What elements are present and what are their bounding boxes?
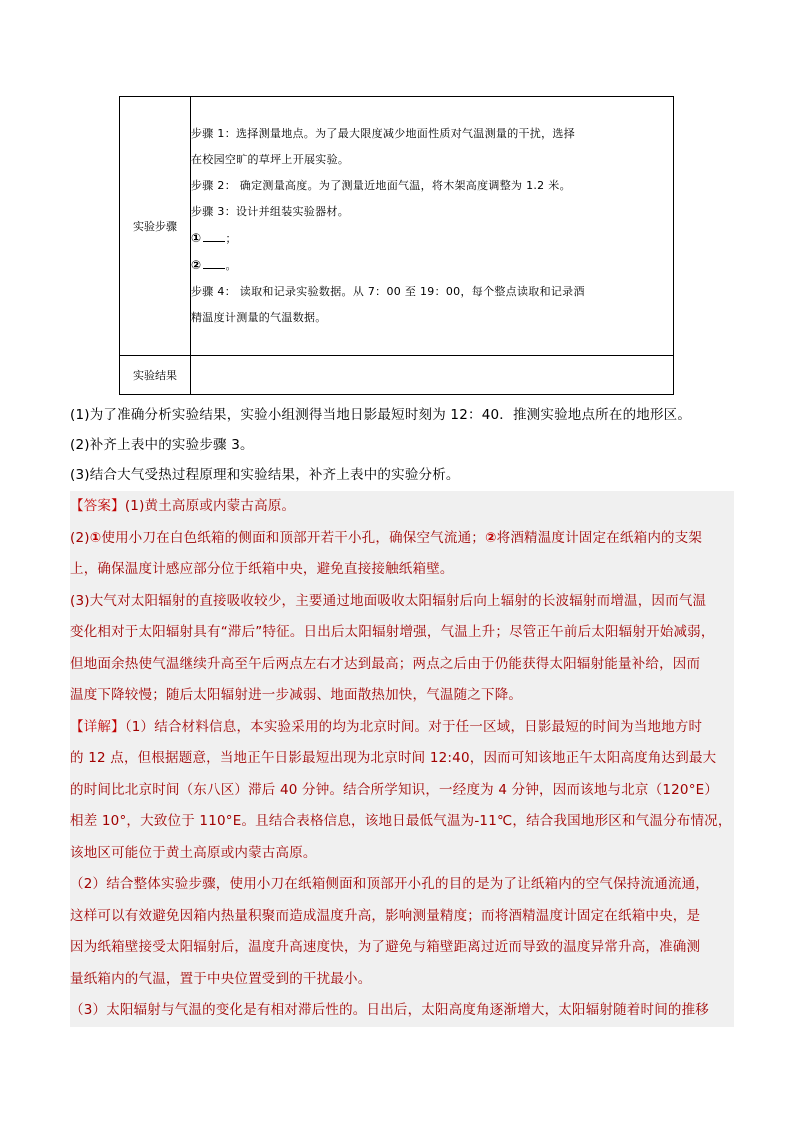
row-header-results: 实验结果	[120, 356, 191, 395]
answer-2-prefix: (2)	[70, 529, 90, 546]
answer-line-1	[70, 491, 734, 523]
experiment-table	[119, 96, 674, 395]
detail-1-line: 相差 10°，大致位于 110°E。且结合表格信息，该地日最低气温为-11℃，结合我国地形区和气温分布情况，	[70, 813, 732, 829]
table-row	[120, 97, 674, 356]
detail-1-line: 该地区可能位于黄土高原或内蒙古高原。	[70, 844, 317, 861]
step2: 步骤 2： 确定测量高度。为了测量近地面气温，将木架高度调整为 1.2 米。	[191, 179, 571, 192]
detail-label: 【详解】	[70, 718, 125, 735]
blank1-punct: ；	[225, 232, 237, 245]
answer-2-marker1: ①	[89, 529, 102, 546]
detail-line-1	[70, 712, 734, 744]
answer-3-line: (3)大气对太阳辐射的直接吸收较少，主要通过地面吸收太阳辐射后向上辐射的长波辐射而增温，因而气温	[70, 592, 707, 609]
blank-line-2	[191, 252, 673, 279]
question-1: (1)为了准确分析实验结果，实验小组测得当地日影最短时刻为 12：40．推测实验地点所在的地形区。	[70, 407, 692, 423]
blank-line-1	[191, 225, 673, 252]
step4-line1: 步骤 4： 读取和记录实验数据。从 7：00 至 19：00，每个整点读取和记录酒	[191, 285, 585, 298]
results-cell	[191, 356, 674, 395]
answer-2-text1: 使用小刀在白色纸箱的侧面和顶部开若干小孔，确保空气流通；	[101, 529, 485, 546]
detail-3-line: （3）太阳辐射与气温的变化是有相对滞后性的。日出后，太阳高度角逐渐增大，太阳辐射随着时间的推移	[70, 1002, 709, 1018]
step4-line2: 精温度计测量的气温数据。	[191, 311, 327, 324]
answer-1: (1)黄土高原或内蒙古高原。	[124, 498, 296, 514]
blank1-underline	[203, 229, 225, 242]
question-2: (2)补齐上表中的实验步骤 3。	[70, 437, 254, 453]
step1-line2: 在校园空旷的草坪上开展实验。	[191, 153, 350, 166]
detail-2-line: （2）结合整体实验步骤，使用小刀在纸箱侧面和顶部开小孔的目的是为了让纸箱内的空气保持流通流通，	[70, 876, 709, 892]
answer-3-line: 温度下降较慢；随后太阳辐射进一步减弱、地面散热加快，气温随之下降。	[70, 687, 523, 703]
row-header-steps: 实验步骤	[120, 97, 191, 356]
answer-3-line: 变化相对于太阳辐射具有“滞后”特征。日出后太阳辐射增强，气温上升；尽管正午前后太阳辐射开始减弱，	[70, 624, 715, 640]
blank2-underline	[203, 256, 225, 269]
answer-2-line1	[70, 523, 734, 555]
step3: 步骤 3：设计并组装实验器材。	[191, 205, 349, 218]
detail-2-line: 量纸箱内的气温，置于中央位置受到的干扰最小。	[70, 970, 372, 987]
detail-1-line: 的时间比北京时间（东八区）滞后 40 分钟。结合所学知识，一经度为 4 分钟，因而该地与北京（120°E）	[70, 781, 719, 798]
detail-1-line: 的 12 点，但根据题意，当地正午日影最短出现为北京时间 12:40，因而可知该地正午太阳高度角达到最大	[70, 750, 717, 766]
detail-2-line: 这样可以有效避免因箱内热量积聚而造成温度升高，影响测量精度；而将酒精温度计固定在纸箱中央，是	[70, 907, 701, 924]
step1-line1: 步骤 1：选择测量地点。为了最大限度减少地面性质对气温测量的干扰，选择	[191, 127, 575, 140]
blank2-marker: ②	[191, 258, 202, 272]
answer-2-line2: 上，确保温度计感应部分位于纸箱中央，避免直接接触纸箱壁。	[70, 561, 454, 577]
detail-2-line: 因为纸箱壁接受太阳辐射后，温度升高速度快，为了避免与箱壁距离过近而导致的温度异常升高，准确测	[70, 939, 701, 955]
table-row	[120, 356, 674, 395]
detail-1-first: （1）结合材料信息，本实验采用的均为北京时间。对于任一区域，日影最短的时间为当地地方时	[124, 718, 703, 735]
blank1-marker: ①	[191, 231, 202, 245]
answer-3-line: 但地面余热使气温继续升高至午后两点左右才达到最高；两点之后由于仍能获得太阳辐射能量补给，因而	[70, 655, 701, 672]
answer-2-text2: 将酒精温度计固定在纸箱内的支架	[496, 529, 703, 546]
steps-cell	[191, 97, 674, 356]
question-3: (3)结合大气受热过程原理和实验结果，补齐上表中的实验分析。	[70, 467, 460, 483]
answer-2-marker2: ②	[484, 529, 497, 546]
answer-label: 【答案】	[70, 498, 125, 514]
answer-section	[70, 491, 734, 1027]
blank2-punct: 。	[225, 259, 237, 272]
